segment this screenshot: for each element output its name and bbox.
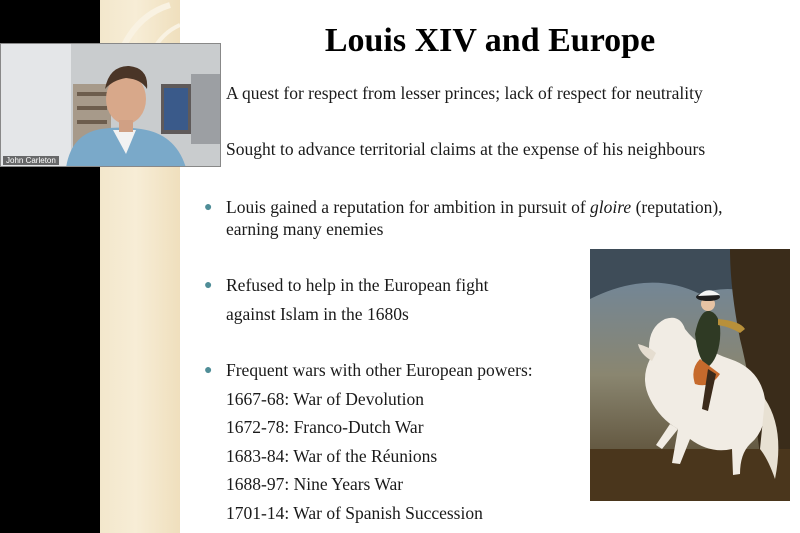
war-item: 1683-84: War of the Réunions <box>226 446 438 466</box>
war-item: 1667-68: War of Devolution <box>226 389 425 409</box>
bullet-dot-icon: ● <box>204 363 213 378</box>
louis-xiv-equestrian-portrait <box>590 249 790 501</box>
bullet-islam <box>204 274 489 296</box>
bullet-text-after: (reputation), <box>631 197 723 217</box>
bullet-territorial <box>226 138 705 160</box>
bullet-text: Sought to advance territorial claims at the expense of his neighbours <box>226 139 706 159</box>
bullet-respect <box>226 82 703 104</box>
bullet-text: Refused to help in the European fight <box>226 275 489 295</box>
bullet-text-line2: earning many enemies <box>226 219 384 239</box>
slide-title: Louis XIV and Europe <box>324 22 656 59</box>
bullet-wars <box>204 359 533 381</box>
war-item: 1701-14: War of Spanish Succession <box>226 503 483 523</box>
war-item: 1672-78: Franco-Dutch War <box>226 417 424 437</box>
bullet-islam-continuation: against Islam in the 1680s <box>226 304 409 324</box>
presenter-video-icon <box>1 44 221 167</box>
webcam-video-overlay[interactable] <box>0 43 221 167</box>
bullet-dot-icon: ● <box>204 200 213 215</box>
bullet-text-italic: gloire <box>590 197 632 217</box>
bullet-ambition <box>204 196 723 240</box>
bullet-text: Frequent wars with other European powers: <box>226 360 533 380</box>
bullet-text: A quest for respect from lesser princes; lack of respect for neutrality <box>226 83 703 103</box>
bullet-text-before: Louis gained a reputation for ambition in pursuit of <box>226 197 591 217</box>
webcam-name-label: John Carleton <box>3 156 59 165</box>
bullet-dot-icon: ● <box>204 278 213 293</box>
war-item: 1688-97: Nine Years War <box>226 474 404 494</box>
